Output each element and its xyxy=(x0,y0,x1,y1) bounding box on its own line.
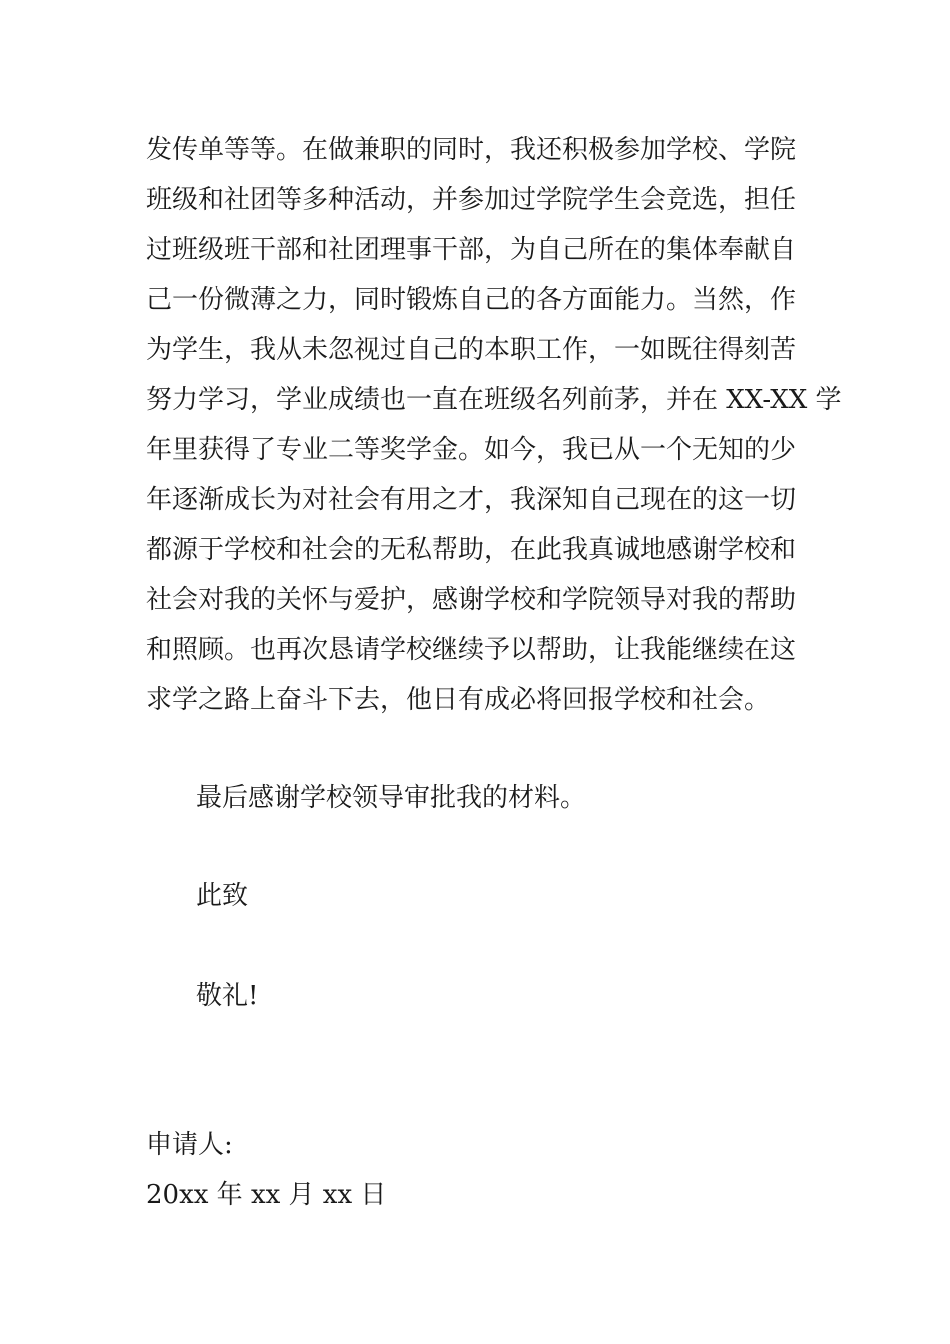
closing-thanks: 最后感谢学校领导审批我的材料。 xyxy=(196,783,587,813)
body-line-7: 年里获得了专业二等奖学金。如今，我已从一个无知的少 xyxy=(146,435,797,465)
salutation-jing-li: 敬礼! xyxy=(196,981,259,1011)
body-line-6: 努力学习，学业成绩也一直在班级名列前茅，并在 XX-XX 学 xyxy=(146,385,842,415)
body-line-12: 求学之路上奋斗下去，他日有成必将回报学校和社会。 xyxy=(146,685,771,715)
body-line-11: 和照顾。也再次恳请学校继续予以帮助，让我能继续在这 xyxy=(146,635,797,665)
body-line-9: 都源于学校和社会的无私帮助，在此我真诚地感谢学校和 xyxy=(146,535,797,565)
salutation-ci-zhi: 此致 xyxy=(196,881,249,911)
date-line: 20xx 年 xx 月 xx 日 xyxy=(146,1180,387,1210)
body-line-10: 社会对我的关怀与爱护，感谢学校和学院领导对我的帮助 xyxy=(146,585,797,615)
body-line-8: 年逐渐成长为对社会有用之才，我深知自己现在的这一切 xyxy=(146,485,797,515)
body-line-4: 己一份微薄之力，同时锻炼自己的各方面能力。当然，作 xyxy=(146,285,797,315)
body-line-1: 发传单等等。在做兼职的同时，我还积极参加学校、学院 xyxy=(146,135,797,165)
applicant-label: 申请人: xyxy=(146,1130,233,1160)
body-line-3: 过班级班干部和社团理事干部，为自己所在的集体奉献自 xyxy=(146,235,797,265)
body-line-2: 班级和社团等多种活动，并参加过学院学生会竞选，担任 xyxy=(146,185,797,215)
body-line-5: 为学生，我从未忽视过自己的本职工作，一如既往得刻苦 xyxy=(146,335,797,365)
